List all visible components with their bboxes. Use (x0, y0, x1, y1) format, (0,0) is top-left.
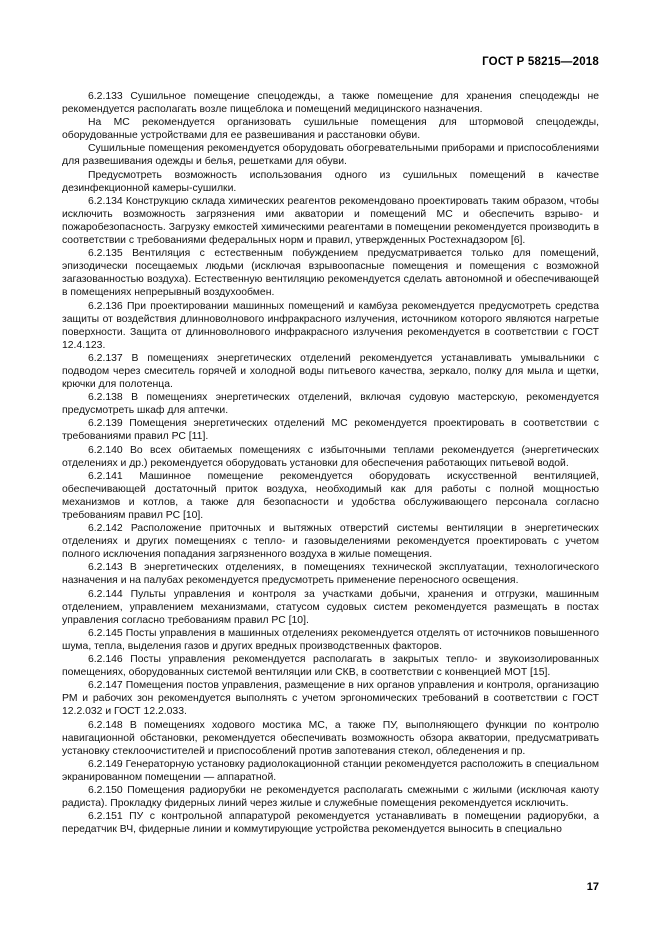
paragraph: 6.2.136 При проектировании машинных помещений и камбуза рекомендуется предусмотреть средства защиты от воздействия длинноволнового инфракрасного излучения, источником которого являются нагретые поверхности. Защита от длинноволнового инфракрасного излучения рекомендуется в соответствии с ГОСТ 12.4.123. (62, 300, 599, 351)
page-number: 17 (586, 881, 599, 893)
paragraph: 6.2.150 Помещения радиорубки не рекомендуется располагать смежными с жилыми (исключая каюту радиста). Прокладку фидерных линий через жилые и служебные помещения рекомендуется исключить. (62, 784, 599, 810)
paragraph: На МС рекомендуется организовать сушильные помещения для штормовой спецодежды, оборудованные устройствами для ее развешивания и расстановки обуви. (62, 117, 599, 142)
paragraph: 6.2.147 Помещения постов управления, размещение в них органов управления и контроля, организацию РМ и рабочих зон рекомендуется выполнять с учетом эргономических требований в соответствии с ГОСТ 12.2.032 и ГОСТ 12.2.033. (62, 680, 599, 718)
paragraph: 6.2.133 Сушильное помещение спецодежды, а также помещение для хранения спецодежды не рекомендуется располагать возле пищеблока и помещений медицинского назначения. (62, 91, 599, 116)
paragraph: 6.2.143 В энергетических отделениях, в помещениях технической эксплуатации, технологического назначения и на палубах рекомендуется предусмотреть применение переносного освещения. (62, 562, 599, 587)
paragraph: 6.2.139 Помещения энергетических отделений МС рекомендуется проектировать в соответствии с требованиями правил РС [11]. (62, 418, 599, 443)
paragraph: 6.2.134 Конструкцию склада химических реагентов рекомендовано проектировать таким образом, чтобы исключить возможность загрязнения ими акватории и помещений МС и обеспечить взрыво- и пожаробезопасность. Загрузку емкостей химическими реагентами в помещении рекомендуется производить в соответствии с требованиями федеральных норм и правил, утвержденных Ростехнадзором [6]. (62, 195, 599, 247)
paragraph: 6.2.151 ПУ с контрольной аппаратурой рекомендуется устанавливать в помещении радиорубки, а передатчик ВЧ, фидерные линии и коммутирующие устройства рекомендуется выносить в специально (62, 811, 599, 836)
paragraph: 6.2.140 Во всех обитаемых помещениях с избыточными теплами рекомендуется (энергетических отделениях и др.) рекомендуется оборудовать установки для обеспечения работающих питьевой водой. (62, 444, 599, 469)
paragraph: Сушильные помещения рекомендуется оборудовать обогревательными приборами и приспособлениями для развешивания одежды и белья, решетками для обуви. (62, 143, 599, 168)
paragraph: 6.2.138 В помещениях энергетических отделений, включая судовую мастерскую, рекомендуется предусмотреть шкаф для аптечки. (62, 392, 599, 417)
paragraph: 6.2.137 В помещениях энергетических отделений рекомендуется устанавливать умывальники с подводом через смеситель горячей и холодной воды питьевого качества, зеркало, полку для мыла и щетки, крючки для полотенца. (62, 352, 599, 391)
paragraph: 6.2.135 Вентиляция с естественным побуждением предусматривается только для помещений, эпизодически посещаемых людьми (исключая взрывоопасные помещения и помещения с возможной загазованностью воздуха). Естественную вентиляцию рекомендуется сделать автономной и обеспечивающей в помещениях непрерывный воздухообмен. (62, 248, 599, 299)
paragraph: 6.2.145 Посты управления в машинных отделениях рекомендуется отделять от источников повышенного шума, тепла, выделения газов и других вредных производственных факторов. (62, 627, 599, 652)
paragraph: 6.2.142 Расположение приточных и вытяжных отверстий системы вентиляции в энергетических отделениях и других помещениях с тепло- и газовыделениями рекомендуется проектировать с учетом полного исключения попадания загрязненного воздуха в жилые помещения. (62, 523, 599, 561)
paragraph: Предусмотреть возможность использования одного из сушильных помещений в качестве дезинфекционной камеры-сушилки. (62, 169, 599, 194)
paragraph: 6.2.144 Пульты управления и контроля за участками добычи, хранения и отгрузки, машинным отделением, управлением механизмами, статусом судовых систем рекомендуется размещать в постах управления согласно требованиям правил РС [10]. (62, 588, 599, 626)
paragraph: 6.2.148 В помещениях ходового мостика МС, а также ПУ, выполняющего функции по контролю навигационной обстановки, рекомендуется обеспечивать возможность обзора акватории, предусматривать установку стеклоочистителей и приспособлений против запотевания стекол, обледенения и пр. (62, 719, 599, 757)
document-body (62, 90, 599, 836)
paragraph: 6.2.141 Машинное помещение рекомендуется оборудовать искусственной вентиляцией, обеспечивающей достаточный приток воздуха, необходимый как для работы с полной мощностью механизмов и котлов, а также для безопасности и удобства обслуживающего персонала согласно требованиям правил РС [10]. (62, 470, 599, 521)
paragraph: 6.2.149 Генераторную установку радиолокационной станции рекомендуется расположить в специальном экранированном помещении — аппаратной. (62, 758, 599, 783)
paragraph: 6.2.146 Посты управления рекомендуется располагать в закрытых тепло- и звукоизолированных помещениях, оборудованных системой вентиляции или СКВ, в соответствии с конвенцией МОТ [15]. (62, 654, 599, 679)
page-header-standard: ГОСТ Р 58215—2018 (482, 56, 599, 68)
